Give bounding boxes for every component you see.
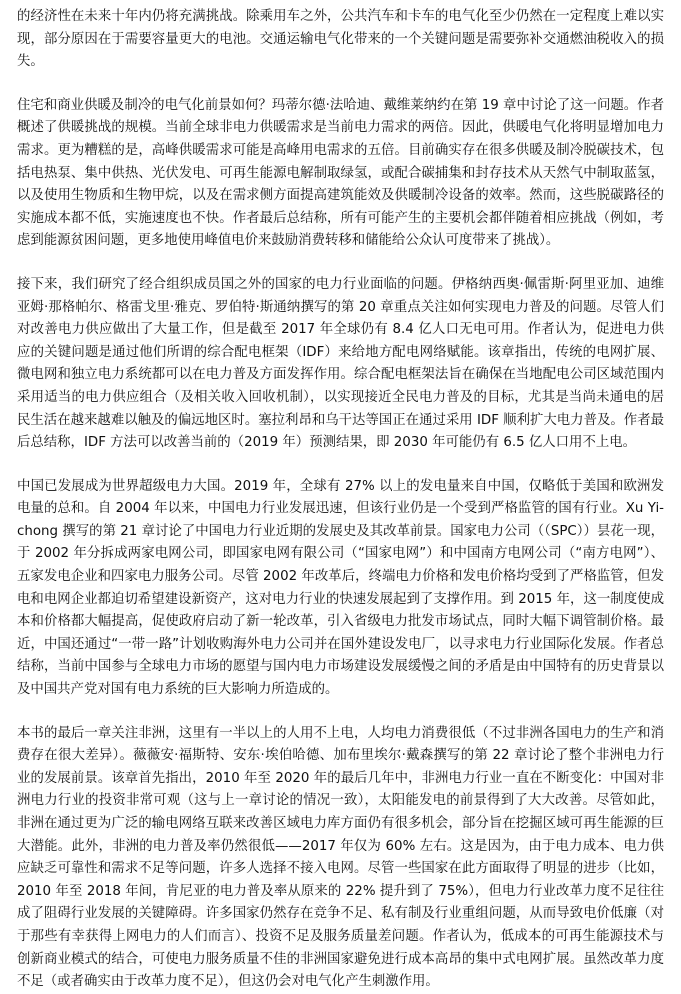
paragraph-transport-electrification: 的经济性在未来十年内仍将充满挑战。除乘用车之外，公共汽车和卡车的电气化至少仍然在一定程度上难以实现，部分原因在于需要容量更大的电池。交通运输电气化带来的一个关键问题是需要弥补交通燃油税收入的损失。 <box>17 9 664 70</box>
paragraph-africa-power-sector: 本书的最后一章关注非洲，这里有一半以上的人用不上电，人均电力消费很低（不过非洲各国电力的生产和消费存在很大差异）。薇薇安·福斯特、安东·埃伯哈德、加布里埃尔·戴森撰写的第 22 章讨论了整个非洲电力行业的发展前景。该章首先指出，2010 年至 2020 年的最后几年中，非洲电力行业一直在不断变化：中国对非洲电力行业的投资非常可观（这与上一章讨论的情况一致），太阳能发电的前景得到了大大改善。尽管如此，非洲在通过更为广泛的输电网络互联来改善区域电力库方面仍有很多机会，部分旨在挖掘区域可再生能源的巨大潜能。此外，非洲的电力普及率仍然很低——2017 年仅为 60% 左右。这是因为，由于电力成本、电力供应缺乏可靠性和需求不足等问题，许多人选择不接入电网。尽管一些国家在此方面取得了明显的进步（比如，2010 年至 2018 年间，肯尼亚的电力普及率从原来的 22% 提升到了 75%），但电力行业改革力度不足往往成了阻碍行业发展的关键障碍。许多国家仍然存在竞争不足、私有制及行业重组问题，从而导致电价低廉（对于那些有幸获得上网电力的人们而言）、投资不足及服务质量差问题。作者认为，低成本的可再生能源技术与创新商业模式的结合，可使电力服务质量不佳的非洲国家避免进行成本高昂的集中式电网扩展。虽然改革力度不足（或者确实由于改革力度不足），但这仍会对电气化产生刺激作用。 <box>17 725 664 990</box>
paragraph-heating-electrification: 住宅和商业供暖及制冷的电气化前景如何？玛蒂尔德·法哈迪、戴维莱纳约在第 19 章中讨论了这一问题。作者概述了供暖挑战的规模。当前全球非电力供暖需求是当前电力需求的两倍。因此，供暖电气化将明显增加电力需求。更为糟糕的是，高峰供暖需求可能是高峰用电需求的五倍。目前确实存在很多供暖及制冷脱碳技术，包括电热泵、集中供热、光伏发电、可再生能源电解制取绿氢，或配合碳捕集和封存技术从天然气中制取蓝氢，以及使用生物质和生物甲烷，以及在需求侧方面提高建筑能效及供暖制冷设备的效率。然而，这些脱碳路径的实施成本都不低，实施速度也不快。作者最后总结称，所有可能产生的主要机会都伴随着相应挑战（例如，考虑到能源贫困问题，更多地使用峰值电价来鼓励消费转移和储能给公众认可度带来了挑战）。 <box>17 97 664 249</box>
document-page <box>17 6 664 994</box>
paragraph-electricity-access: 接下来，我们研究了经合组织成员国之外的国家的电力行业面临的问题。伊格纳西奥·佩雷斯·阿里亚加、迪维亚姆·那格帕尔、格雷戈里·雅克、罗伯特·斯通纳撰写的第 20 章重点关注如何实现电力普及的问题。尽管人们对改善电力供应做出了大量工作，但是截至 2017 年全球仍有 8.4 亿人口无电可用。作者认为，促进电力供应的关键问题是通过他们所谓的综合配电框架（IDF）来给地方配电网络赋能。该章指出，传统的电网扩展、微电网和独立电力系统都可以在电力普及方面发挥作用。综合配电框架法旨在确保在当地配电公司区域范围内采用适当的电力供应组合（及相关收入回收机制），以实现接近全民电力普及的目标，尤其是当尚未通电的居民生活在越来越难以触及的偏远地区时。塞拉利昂和乌干达等国正在通过采用 IDF 顺利扩大电力普及。作者最后总结称，IDF 方法可以改善当前的（2019 年）预测结果，即 2030 年可能仍有 6.5 亿人口用不上电。 <box>17 276 664 451</box>
paragraph-china-power-sector: 中国已发展成为世界超级电力大国。2019 年，全球有 27% 以上的发电量来自中国，仅略低于美国和欧洲发电量的总和。自 2004 年以来，中国电力行业发展迅速，但该行业仍是一个受到严格监管的国有行业。Xu Yi-chong 撰写的第 21 章讨论了中国电力行业近期的发展史及其改革前景。国家电力公司（（SPC））昙花一现，于 2002 年分拆成两家电网公司，即国家电网有限公司（“国家电网”）和中国南方电网公司（“南方电网”）、五家发电企业和四家电力服务公司。尽管 2002 年改革后，终端电力价格和发电价格均受到了严格监管，但发电和电网企业都迫切希望建设新资产，这对电力行业的快速发展起到了支撑作用。到 2015 年，这一制度使成本和价格都大幅提高，促使政府启动了新一轮改革，引入省级电力批发市场试点，同时大幅下调管制价格。最近，中国还通过“一带一路”计划收购海外电力公司并在国外建设发电厂，以寻求电力行业国际化发展。作者总结称，当前中国参与全球电力市场的愿望与国内电力市场建设发展缓慢之间的矛盾是由中国特有的历史背景以及中国共产党对国有电力系统的巨大影响力所造成的。 <box>17 478 664 698</box>
